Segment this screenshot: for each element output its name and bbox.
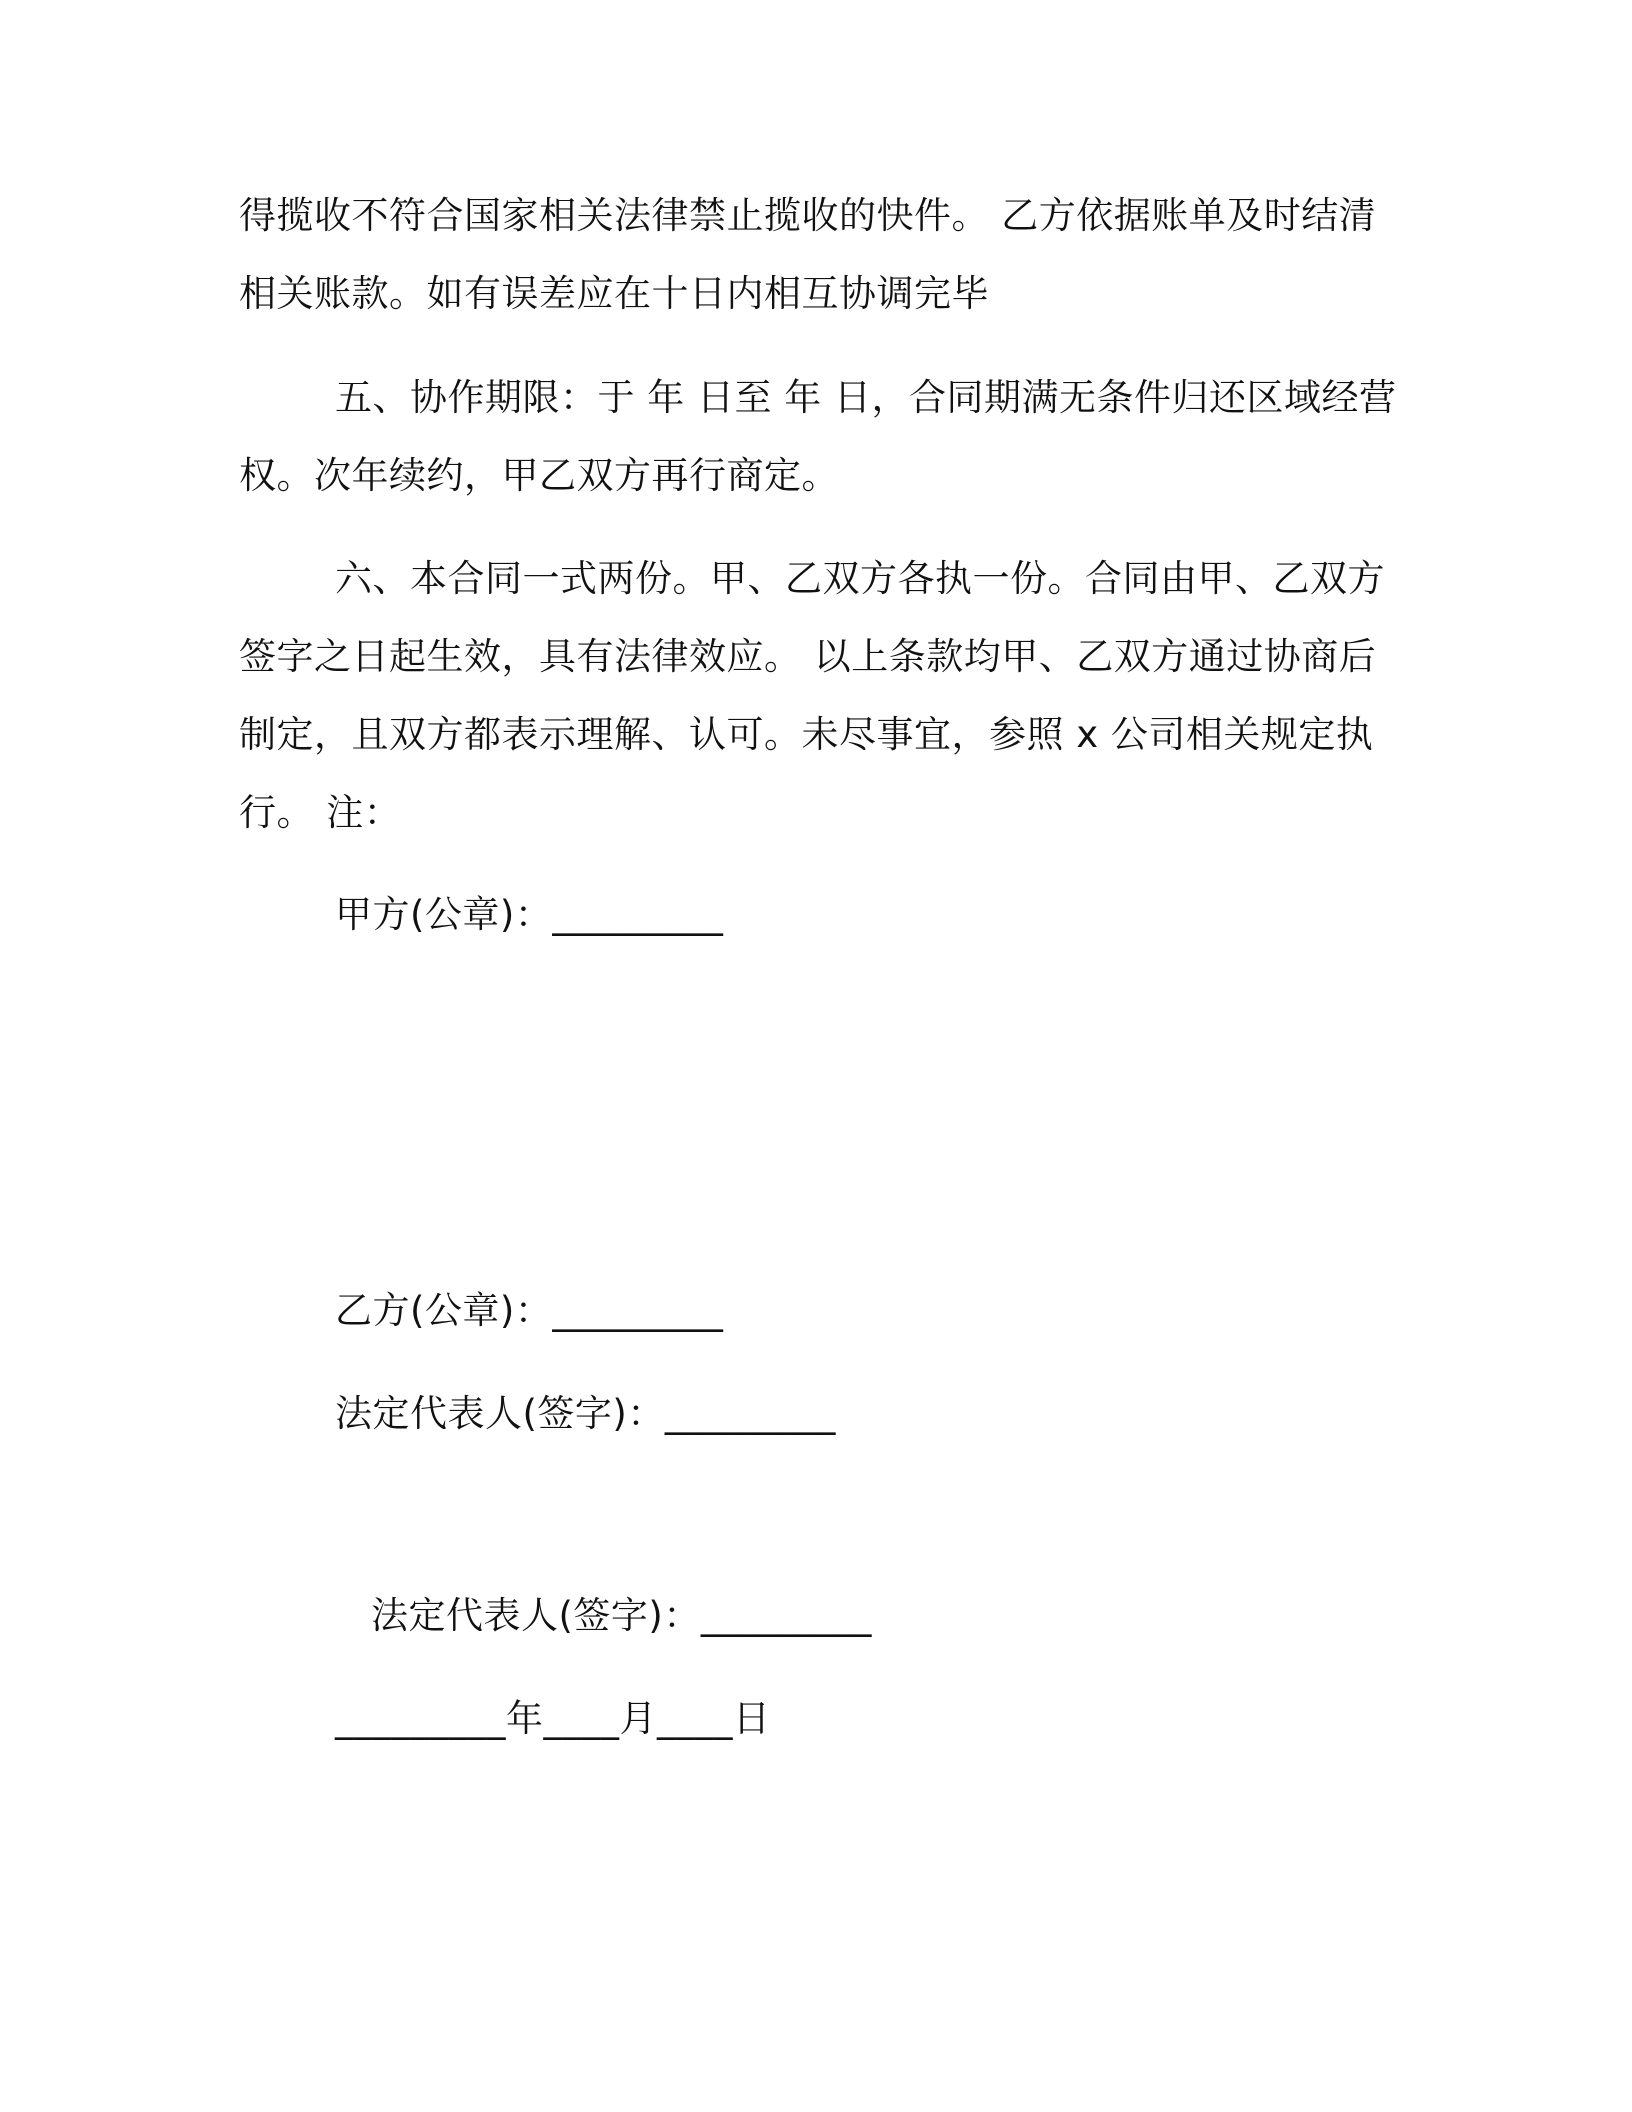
legal-representative-signature-field-2: 法定代表人(签字)：_________ [371,1594,872,1637]
paragraph-line: 制定，且双方都表示理解、认可。未尽事宜，参照 x 公司相关规定执 [239,713,1374,756]
clause-six-line: 六、本合同一式两份。甲、乙双方各执一份。合同由甲、乙双方 [335,557,1385,600]
paragraph-line: 权。次年续约，甲乙双方再行商定。 [239,454,839,497]
date-field: _________年____月____日 [335,1697,771,1740]
clause-five-line: 五、协作期限：于 年 日至 年 日，合同期满无条件归还区域经营 [335,376,1397,419]
paragraph-line: 得揽收不符合国家相关法律禁止揽收的快件。 乙方依据账单及时结清 [239,194,1377,237]
party-b-seal-field: 乙方(公章)：_________ [335,1289,724,1332]
paragraph-line: 行。 注： [239,791,402,834]
party-a-seal-field: 甲方(公章)：_________ [335,893,724,936]
paragraph-line: 相关账款。如有误差应在十日内相互协调完毕 [239,272,989,315]
paragraph-line: 签字之日起生效，具有法律效应。 以上条款均甲、乙双方通过协商后 [239,635,1377,678]
legal-representative-signature-field: 法定代表人(签字)：_________ [335,1392,836,1435]
